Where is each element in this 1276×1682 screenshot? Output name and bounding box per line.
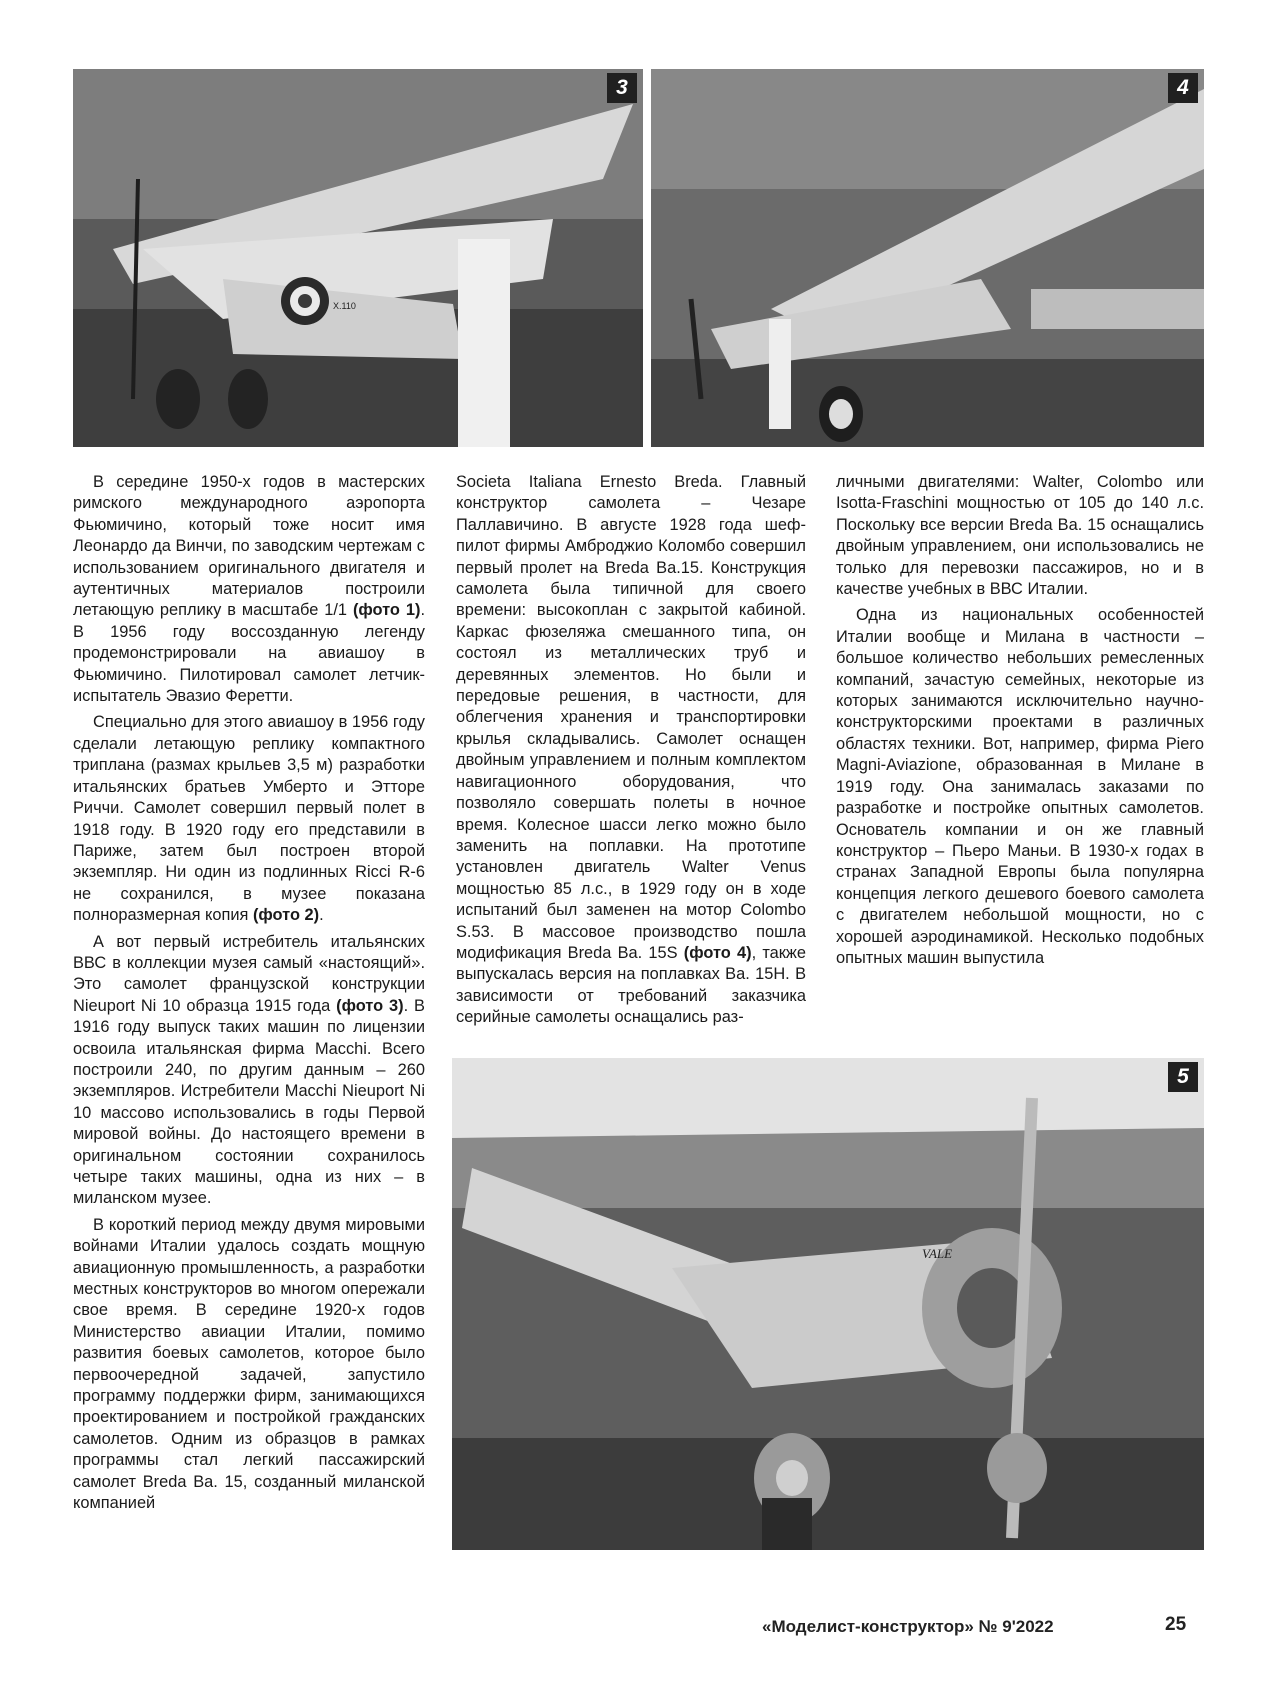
photo-5-label: VALE <box>922 1246 953 1261</box>
photo-3-image <box>73 69 643 447</box>
paragraph: личными двигателями: Walter, Colombo или Isotta-Fraschini мощностью от 105 до 140 л.с. Поскольку все версии Breda Ва. 15 оснащались двойным управлением, они использовались не только для перевозки пассажиров, но и в качестве учебных в ВВС Италии. <box>836 473 1204 599</box>
text-column-left <box>73 472 425 1515</box>
photo-5-image <box>452 1058 1204 1550</box>
photo-3-label: X.110 <box>333 301 356 311</box>
photo-3-number: 3 <box>607 73 637 103</box>
photo-ref: (фото 4) <box>683 943 752 962</box>
paragraph: Специально для этого авиашоу в 1956 году сделали летающую реплику компактного триплана (размах крыльев 3,5 м) разработки итальянских братьев Умберто и Этторе Риччи. Самолет совершил первый полет в 1918 году. В 1920 году его представили в Париже, затем был построен второй экземпляр. Ни один из подлинных Ricci R-6 не сохранился, в музее показана полноразмерная копия (фото 2). <box>73 713 425 925</box>
footer-magazine-title: «Моделист-конструктор» № 9'2022 <box>762 1617 1054 1636</box>
photo-5 <box>452 1058 1204 1550</box>
paragraph: Societa Italiana Ernesto Breda. Главный конструктор самолета – Чезаре Паллавичино. В августе 1928 года шеф-пилот фирмы Амброджио Коломбо совершил первый пролет на Breda Ba.15. Конструкция самолета была типичной для своего времени: высокоплан с закрытой кабиной. Каркас фюзеляжа смешанного типа, он состоял из металлических труб и деревянных элементов. Но были и передовые решения, в частности, для облегчения хранения и транспортировки крылья складывались. Самолет оснащен двойным управлением и полным комплектом навигационного оборудования, что позволяло совершать полеты в ночное время. Колесное шасси легко можно было заменить на поплавки. На прототипе установлен двигатель Walter Venus мощностью 85 л.с., в 1929 году он в ходе испытаний был заменен на мотор Colombo S.53. В массовое производство пошла модификация Breda Ba. 15S (фото 4), также выпускалась версия на поплавках Ва. 15Н. В зависимости от требований заказчика серийные самолеты оснащались раз- <box>456 473 807 1027</box>
page-number: 25 <box>1165 1614 1187 1635</box>
paragraph: Одна из национальных особенностей Италии вообще и Милана в частности – большое количество небольших ремесленных компаний, зачастую семейных, некоторые из которых занимаются исключительно научно-конструкторскими проектами в различных областях техники. Вот, например, фирма Piero Magni-Aviazione, образованная в Милане в 1919 году. Она занималась заказами по разработке и постройке опытных самолетов. Основатель компании и он же главный конструктор – Пьеро Маньи. В 1930-х годах в странах Западной Европы была популярна концепция легкого дешевого боевого самолета с двигателем небольшой мощности, но с хорошей аэродинамикой. Несколько подобных опытных машин выпустила <box>836 606 1204 967</box>
photo-ref: (фото 1) <box>352 601 421 620</box>
paragraph: В короткий период между двумя мировыми войнами Италии удалось создать мощную авиационную промышленность, а разработки местных конструкторов во многом опережали свое время. В середине 1920-х годов Министерство авиации Италии, помимо развития боевых самолетов, которое было первоочередной задачей, запустило программу поддержки фирм, занимающихся проектированием и постройкой гражданских самолетов. Одним из образцов в рамках программы стал легкий пассажирский самолет Breda Ba. 15, созданный миланской компанией <box>73 1215 425 1513</box>
paragraph: В середине 1950-х годов в мастерских римского международного аэропорта Фьюмичино, который тоже носит имя Леонардо да Винчи, по заводским чертежам с использованием оригинального двигателя и аутентичных материалов построили летающую реплику в масштабе 1/1 (фото 1). В 1956 году воссозданную легенду продемонстрировали на авиашоу в Фьюмичино. Пилотировал самолет летчик-испытатель Эвазио Феретти. <box>73 473 425 706</box>
text-column-right <box>836 472 1204 969</box>
photo-4 <box>651 69 1204 447</box>
photo-ref: (фото 3) <box>336 996 404 1015</box>
photo-5-number: 5 <box>1168 1062 1198 1092</box>
photo-4-number: 4 <box>1168 73 1198 103</box>
photo-3 <box>73 69 643 447</box>
photo-ref: (фото 2) <box>252 906 320 925</box>
text-column-middle <box>456 472 806 1029</box>
paragraph: А вот первый истребитель итальянских ВВС в коллекции музея самый «настоящий». Это самолет французской конструкции Nieuport Ni 10 образца 1915 года (фото 3). В 1916 году выпуск таких машин по лицензии освоила итальянская фирма Macchi. Всего построили 240, по другим данным – 260 экземпляров. Истребители Macchi Nieuport Ni 10 массово использовались в годы Первой мировой войны. До настоящего времени в оригинальном состоянии сохранилось четыре таких машины, одна из них – в миланском музее. <box>73 932 425 1208</box>
photo-4-image <box>651 69 1204 447</box>
